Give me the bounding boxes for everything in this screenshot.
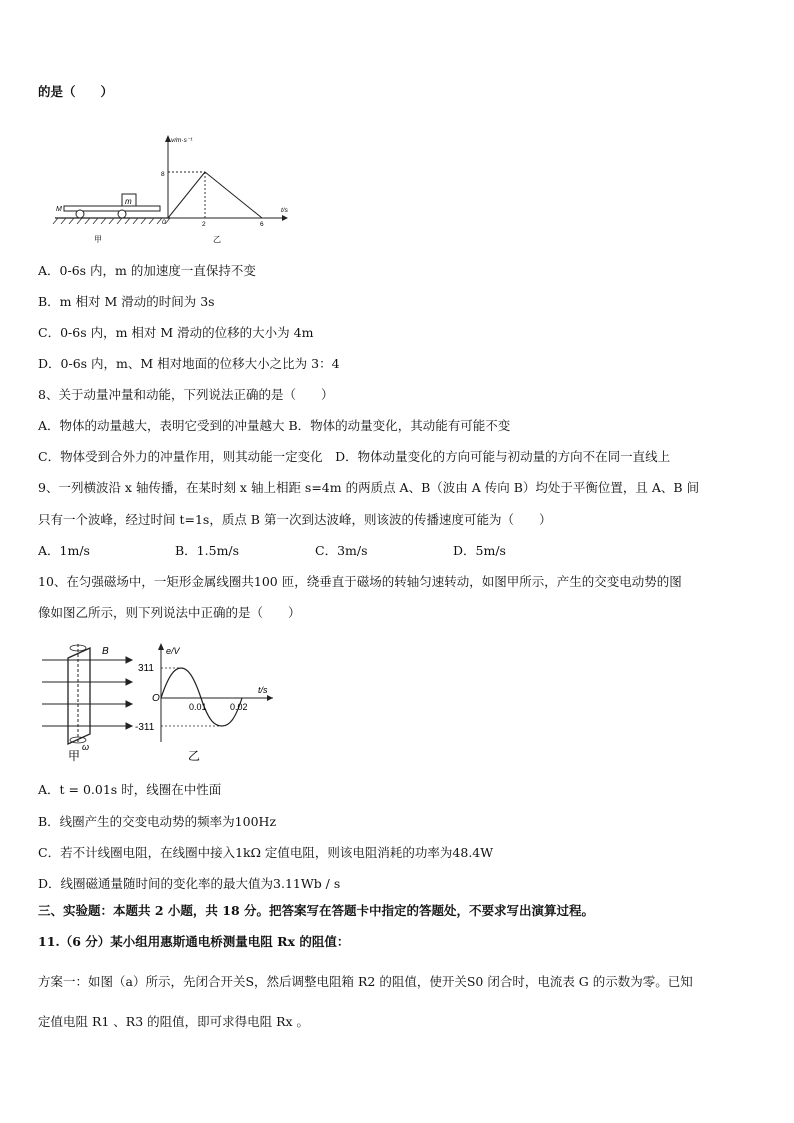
q8-options-cd: C．物体受到合外力的冲量作用，则其动能一定变化 D．物体动量变化的方向可能与初动量的方向不在同一直线上 — [38, 449, 671, 464]
block-m-label: m — [125, 197, 132, 206]
vt-x-axis-label: t/s — [281, 207, 288, 214]
q9-option-b: B．1.5m/s — [175, 543, 240, 558]
q10-option-a: A．t = 0.01s 时，线圈在中性面 — [38, 782, 222, 797]
emf-sine-curve — [161, 668, 242, 726]
q8-options-ab: A．物体的动量越大，表明它受到的冲量越大 B．物体的动量变化，其动能有可能不变 — [38, 418, 511, 433]
vt-y-tick-8: 8 — [161, 171, 165, 178]
question-fragment: 的是（ ） — [38, 84, 114, 99]
board-M-label: M — [56, 206, 62, 213]
emf-t-tick-002: 0.02 — [230, 702, 248, 712]
emf-t-tick-001: 0.01 — [189, 702, 207, 712]
q8-stem: 8、关于动量冲量和动能，下列说法正确的是（ ） — [38, 387, 334, 402]
q7-option-a: A．0-6s 内，m 的加速度一直保持不变 — [38, 263, 256, 278]
q9-option-a: A．1m/s — [38, 543, 90, 558]
q7-option-c: C．0-6s 内，m 相对 M 滑动的位移的大小为 4m — [38, 325, 314, 340]
emf-y-axis-label: e/V — [166, 646, 180, 656]
q7-option-d: D．0-6s 内，m、M 相对地面的位移大小之比为 3：4 — [38, 356, 340, 371]
vt-origin: 0 — [162, 219, 166, 226]
q9-option-c: C．3m/s — [315, 543, 368, 558]
q10-stem-line1: 10、在匀强磁场中，一矩形金属线圈共100 匝，绕垂直于磁场的转轴匀速转动，如图甲所示，产生的交变电动势的图 — [38, 574, 682, 589]
q10-stem-line2: 像如图乙所示，则下列说法中正确的是（ ） — [38, 605, 301, 620]
q11-stem: 11.（6 分）某小组用惠斯通电桥测量电阻 Rx 的阻值： — [38, 934, 350, 949]
fig-jia-caption-2: 甲 — [68, 749, 81, 763]
field-b-label: B — [102, 646, 109, 657]
emf-x-axis-label: t/s — [258, 685, 268, 695]
emf-peak-label: 311 — [138, 663, 154, 674]
q11-scheme-line2: 定值电阻 R1 、R3 的阻值，即可求得电阻 Rx 。 — [38, 1014, 310, 1029]
q9-stem-line1: 9、一列横波沿 x 轴传播，在某时刻 x 轴上相距 s=4m 的两质点 A、B（波由 A 传向 B）均处于平衡位置，且 A、B 间 — [38, 480, 700, 495]
q10-option-b: B．线圈产生的交变电动势的频率为100Hz — [38, 814, 277, 829]
vt-x-tick-2: 2 — [202, 221, 206, 228]
q9-stem-line2: 只有一个波峰，经过时间 t=1s，质点 B 第一次到达波峰，则该波的传播速度可能为（ ） — [38, 512, 552, 527]
fig-yi-caption-2: 乙 — [188, 749, 201, 763]
q10-option-c: C．若不计线圈电阻，在线圈中接入1kΩ 定值电阻，则该电阻消耗的功率为48.4W — [38, 845, 494, 860]
vt-y-axis-label: v/m·s⁻¹ — [171, 137, 193, 144]
fig-jia-caption: 甲 — [94, 235, 102, 244]
q10-option-d: D．线圈磁通量随时间的变化率的最大值为3.11Wb / s — [38, 876, 341, 891]
vt-x-tick-6: 6 — [260, 221, 264, 228]
section-heading-experiment: 三、实验题：本题共 2 小题，共 18 分。把答案写在答题卡中指定的答题处，不要求写出演算过程。 — [38, 903, 595, 918]
q11-scheme-line1: 方案一：如图（a）所示，先闭合开关S，然后调整电阻箱 R2 的阻值，使开关S0 闭合时，电流表 G 的示数为零。已知 — [38, 974, 693, 989]
emf-trough-label: -311 — [135, 722, 155, 733]
q9-option-d: D．5m/s — [453, 543, 506, 558]
omega-label: ω — [82, 742, 90, 752]
q7-option-b: B．m 相对 M 滑动的时间为 3s — [38, 294, 215, 309]
fig-yi-caption: 乙 — [213, 235, 221, 244]
figure-board-block-vt — [50, 132, 310, 247]
emf-origin: O — [152, 693, 160, 704]
figure-coil-emf — [38, 638, 278, 768]
